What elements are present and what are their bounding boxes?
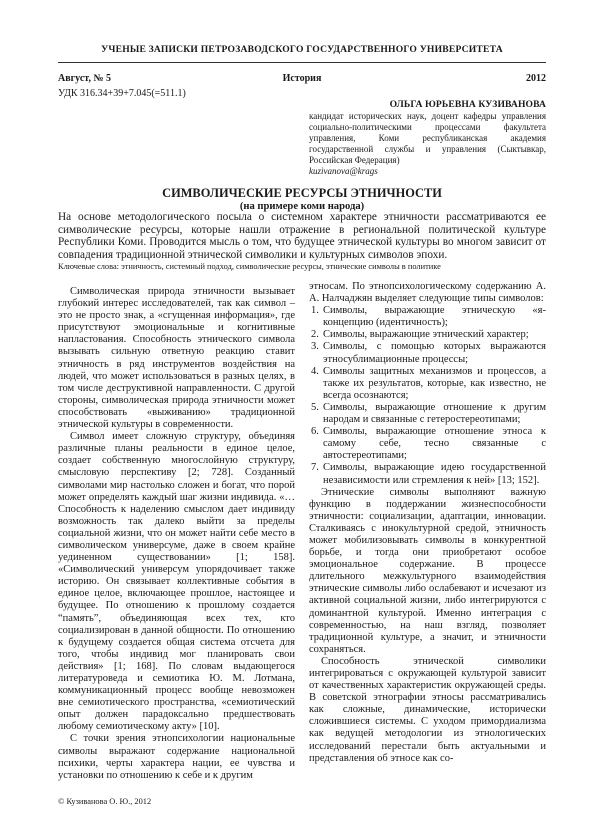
list-item	[309, 462, 546, 486]
journal-title: УЧЕНЫЕ ЗАПИСКИ ПЕТРОЗАВОДСКОГО ГОСУДАРСТВЕННОГО УНИВЕРСИТЕТА	[101, 44, 503, 55]
body-paragraph: этносам. По этнопсихологическому содержанию А. А. Налчаджян выделяет следующие типы символов:	[309, 281, 546, 305]
list-item	[309, 426, 546, 462]
issue-number: Август, № 5	[58, 73, 112, 84]
issue-year: 2012	[526, 73, 546, 84]
body-paragraph: Символ имеет сложную структуру, объединяя различные планы реальности в единое целое, создает собственную многослойную структуру, смысловую перспективу [2; 728]. Созданный символами мир настолько сложен и богат, что порой может определять каждый шаг жизни индивида. «…Способность к наделению смыслом дает индивиду возможность так далеко выйти за пределы социальной жизни, что он может найти себе место в символическом универсуме, даже в своем крайне уединенном существовании» [1; 158]. «Символический универсум упорядочивает также историю. Он связывает коллективные события в единое целое, включающее прошлое, настоящее и будущее. По отношению к прошлому создается “память”, объединяющая всех тех, кто социализирован в данной общности. По отношению к будущему создается общая система отсчета для того, чтобы индивид мог планировать свои действия» [1; 168]. По словам выдающегося литературоведа и семиотика Ю. М. Лотмана, коммуникационный процесс вообще невозможен вне семиотического пространства, «семиотический опыт должен парадоксально предшествовать любому семиотическому акту» [10].	[58, 431, 295, 733]
list-item-text: Символы, выражающие этническую «я-концепцию (идентичность);	[323, 305, 546, 329]
body-column-left	[58, 286, 295, 782]
udk-code: УДК 316.34+39+7.045(=511.1)	[58, 88, 186, 99]
body-paragraph: Символическая природа этничности вызывает глубокий интерес исследователей, так как символ – это не просто знак, а «сгущенная информация», где присутствуют эмоциональные и когнитивные напластования. Способность этнического символа вызывать сильную ответную реакцию ставит этничность в ряд инструментов воздействия на людей, что может использоваться в разных целях, в том числе деструктивной направленности. С другой стороны, символическая природа этничности может способствовать «выживанию» традиционной этнической культуры в современности.	[58, 286, 295, 431]
body-paragraph: Этнические символы выполняют важную функцию в поддержании жизнеспособности этничности: социализации, адаптации, инновации. Сталкиваясь с инокультурной средой, этничность может мобилизовывать символы в конкурентной борьбе, и тогда они приобретают особое эмоциональное содержание. В процессе длительного межкультурного взаимодействия этнические символы либо ослабевают и исчезают из активной социальной жизни, либо интегрируются с доминантной культурой. Именно интеграция с современностью, на наш взгляд, позволяет традиционной культуре, а значит, и этничности сохраняться.	[309, 486, 546, 655]
body-paragraph: С точки зрения этнопсихологии национальные символы выражают содержание национальной психики, черты характера нации, ее чувства и установки по отношению к себе и к другим	[58, 733, 295, 781]
list-number: 6.	[311, 426, 319, 438]
keywords: Ключевые слова: этничность, системный подход, символические ресурсы, этнические символы в политике	[58, 262, 441, 271]
article-subtitle: (на примере коми народа)	[239, 201, 365, 212]
list-number: 3.	[311, 341, 319, 353]
list-item	[309, 341, 546, 365]
list-number: 4.	[311, 365, 319, 377]
copyright-notice: © Кузиванова О. Ю., 2012	[58, 797, 152, 806]
list-number: 5.	[311, 401, 319, 413]
list-item-text: Символы, с помощью которых выражаются этносублимационные процессы;	[323, 341, 546, 365]
list-item-text: Символы, выражающие этнический характер;	[323, 329, 529, 341]
body-column-right	[309, 281, 546, 765]
section-name: История	[282, 73, 322, 84]
list-item	[309, 366, 546, 402]
author-affiliation: кандидат исторических наук, доцент кафедры управления социально-политическими процессами факультета управления, Коми республиканская академия государственной службы и управления (Сыктывкар, Российская Федерация)	[309, 111, 546, 165]
body-paragraph: Способность этнической символики интегрироваться с окружающей культурой зависит от качественных характеристик окружающей среды. В советской этнографии этносы рассматривались как сложные, динамические, исторически сложившиеся системы. С уходом примордиализма как ведущей методологии из этнологических исследований перестали быть актуальными и представления об этносе как со-	[309, 655, 546, 764]
author-email[interactable]: kuzivanova@krags	[309, 166, 378, 176]
author-block	[309, 99, 546, 177]
article-title: СИМВОЛИЧЕСКИЕ РЕСУРСЫ ЭТНИЧНОСТИ	[162, 186, 442, 200]
list-number: 2.	[311, 329, 319, 341]
abstract: На основе методологического посыла о системном характере этничности рассматриваются ее символические ресурсы, которые нашли отражение в региональной политической культуре Республики Коми. Проводится мысль о том, что будущее этнической культуры во многом зависит от совпадения традиционной этнической символики и культурных символов эпохи.	[58, 211, 546, 261]
author-name: ОЛЬГА ЮРЬЕВНА КУЗИВАНОВА	[389, 99, 546, 110]
list-item-text: Символы защитных механизмов и процессов, а также их результатов, которые, как известно, не всегда осознаются;	[323, 365, 546, 401]
issue-meta-row	[58, 73, 546, 87]
list-item-text: Символы, выражающие отношение этноса к самому себе, тесно связанные с автостереотипами;	[323, 426, 546, 462]
list-item-text: Символы, выражающие идею государственной независимости или стремления к ней» [13; 152].	[323, 462, 546, 486]
list-item-text: Символы, выражающие отношение к другим народам и связанные с гетеростереотипами;	[323, 401, 546, 426]
list-number: 7.	[311, 462, 319, 474]
header-divider	[58, 62, 546, 63]
symbol-types-list	[309, 305, 546, 486]
list-item	[309, 402, 546, 426]
list-item	[309, 305, 546, 329]
list-number: 1.	[311, 305, 319, 317]
list-item	[309, 329, 546, 341]
